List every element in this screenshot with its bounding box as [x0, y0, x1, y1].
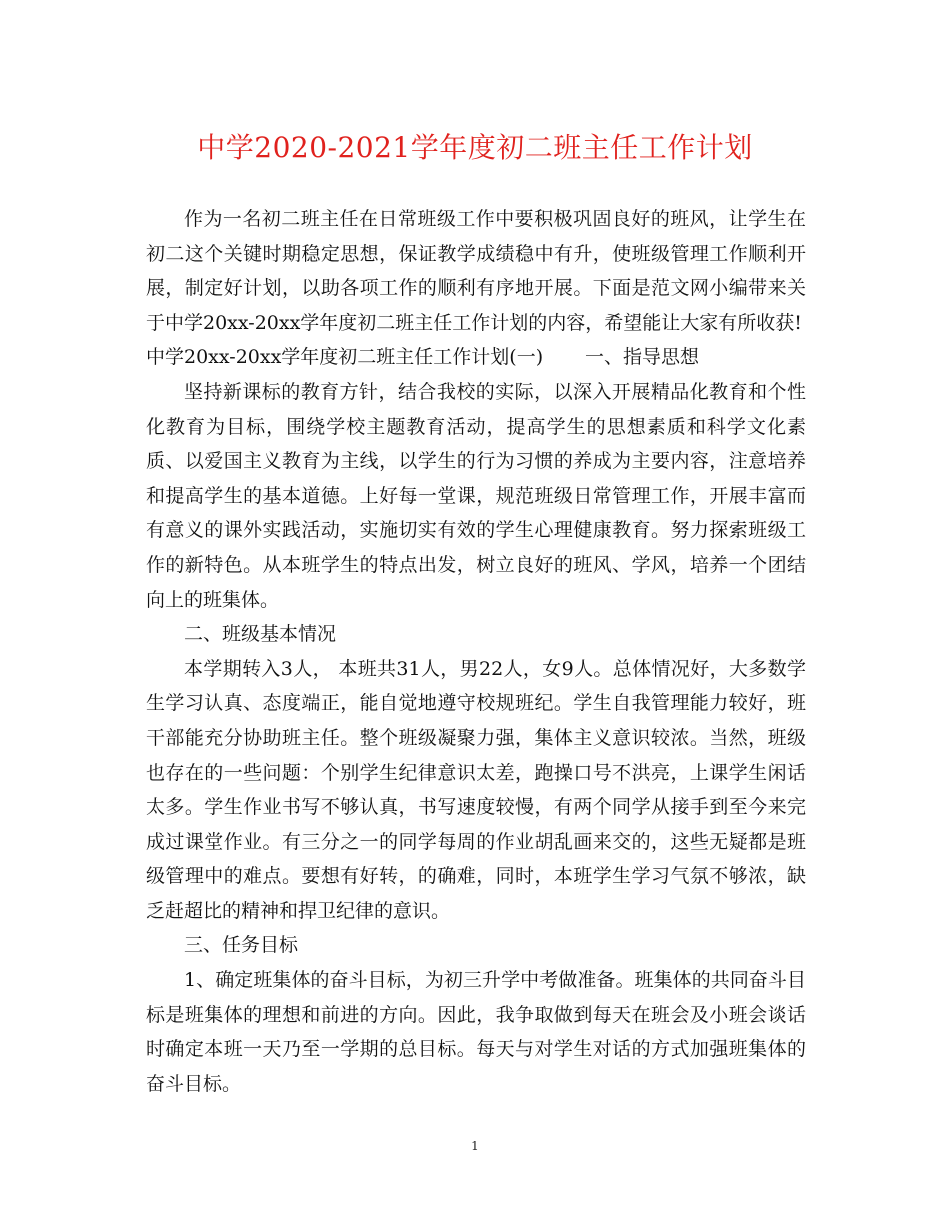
section-2-paragraph: 本学期转入3人， 本班共31人，男22人，女9人。总体情况好，大多数学生学习认真、态度端正，能自觉地遵守校规班纪。学生自我管理能力较好，班干部能充分协助班主任。整个班级凝聚力强，集体主义意识较浓。当然，班级也存在的一些问题：个别学生纪律意识太差，跑操口号不洪亮，上课学生闲话太多。学生作业书写不够认真，书写速度较慢，有两个同学从接手到至今来完成过课堂作业。有三分之一的同学每周的作业胡乱画来交的，这些无疑都是班级管理中的难点。要想有好转，的确难，同时，本班学生学习气氛不够浓，缺乏赶超比的精神和捍卫纪律的意识。	[146, 657, 806, 922]
intro-paragraph: 作为一名初二班主任在日常班级工作中要积极巩固良好的班风，让学生在初二这个关键时期稳定思想，保证教学成绩稳中有升，使班级管理工作顺利开展，制定好计划，以助各项工作的顺利有序地开展。下面是范文网小编带来关于中学20xx-20xx学年度初二班主任工作计划的内容，希望能让大家有所收获!	[146, 208, 806, 334]
plan-heading: 中学20xx-20xx学年度初二班主任工作计划(一)	[146, 346, 544, 369]
section-2-heading: 二、班级基本情况	[184, 623, 337, 646]
page-number: 1	[471, 1139, 479, 1153]
section-1-heading: 一、指导思想	[584, 346, 699, 369]
section-3-heading: 三、任务目标	[184, 934, 299, 957]
document-body	[146, 202, 806, 1101]
plan-heading-line	[146, 340, 806, 375]
section-3-item-1: 1、确定班集体的奋斗目标，为初三升学中考做准备。班集体的共同奋斗目标是班集体的理想和前进的方向。因此，我争取做到每天在班会及小班会谈话时确定本班一天乃至一学期的总目标。每天与对学生对话的方式加强班集体的奋斗目标。	[146, 969, 806, 1095]
section-1-paragraph: 坚持新课标的教育方针，结合我校的实际，以深入开展精品化教育和个性化教育为目标，围绕学校主题教育活动，提高学生的思想素质和科学文化素质、以爱国主义教育为主线，以学生的行为习惯的养成为主要内容，注意培养和提高学生的基本道德。上好每一堂课，规范班级日常管理工作，开展丰富而有意义的课外实践活动，实施切实有效的学生心理健康教育。努力探索班级工作的新特色。从本班学生的特点出发，树立良好的班风、学风，培养一个团结向上的班集体。	[146, 380, 806, 611]
document-title: 中学2020-2021学年度初二班主任工作计划	[197, 131, 753, 164]
